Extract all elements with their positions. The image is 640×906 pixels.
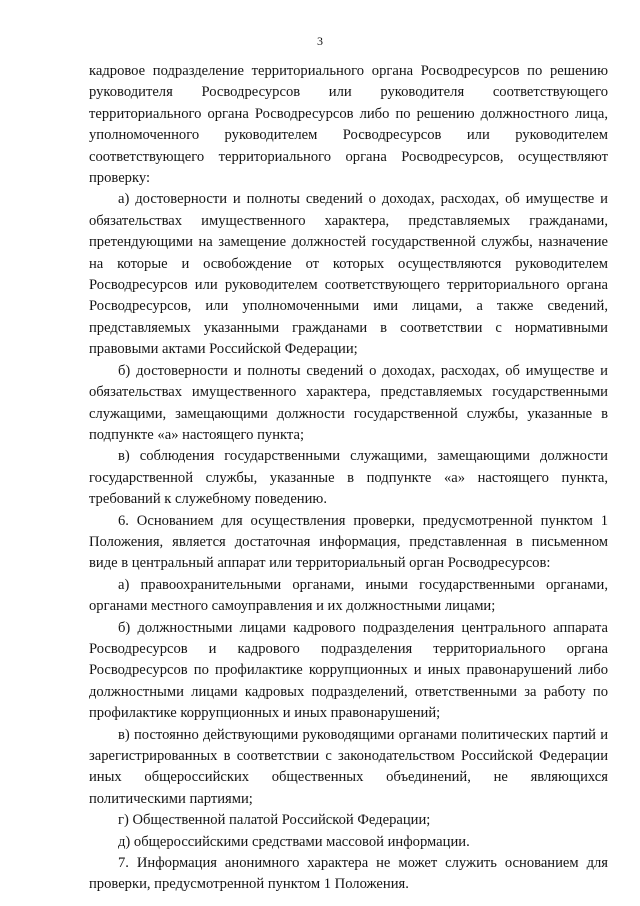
document-body: [89, 61, 608, 896]
paragraph-subitem-a: а) достоверности и полноты сведений о доходах, расходах, об имуществе и обязательствах имущественного характера, представляемых гражданами, претендующими на замещение должностей государственной службы, назначение на которые и освобождение от которых осуществляются руководителем Росводресурсов или руководителем соответствующего территориального органа Росводресурсов, или уполномоченными ими лицами, а также сведений, представляемых указанными гражданами в соответствии с нормативными правовыми актами Российской Федерации;: [89, 191, 608, 358]
paragraph-continuation: кадровое подразделение территориального органа Росводресурсов по решению руководителя Росводресурсов или руководителя соответствующего территориального органа Росводресурсов либо по решению должностного лица, уполномоченного руководителем Росводресурсов или руководителем соответствующего территориального органа Росводресурсов, осуществляют проверку:: [89, 63, 608, 187]
paragraph-item-7: 7. Информация анонимного характера не может служить основанием для проверки, предусмотренной пунктом 1 Положения.: [89, 855, 608, 893]
paragraph-item-6-g: г) Общественной палатой Российской Федерации;: [118, 812, 431, 829]
page-number: 3: [317, 34, 323, 48]
paragraph-item-6: 6. Основанием для осуществления проверки, предусмотренной пунктом 1 Положения, является достаточная информация, представленная в письменном виде в центральный аппарат или территориальный орган Росводресурсов:: [89, 512, 608, 572]
paragraph-item-6-d: д) общероссийскими средствами массовой информации.: [118, 833, 470, 850]
paragraph-subitem-v: в) соблюдения государственными служащими, замещающими должности государственной службы, указанные в подпункте «а» настоящего пункта, требований к служебному поведению.: [89, 448, 608, 508]
paragraph-item-6-v: в) постоянно действующими руководящими органами политических партий и зарегистрированных в соответствии с законодательством Российской Федерации иных общероссийских общественных объединений, не являющихся политическими партиями;: [89, 726, 608, 807]
paragraph-item-6-b: б) должностными лицами кадрового подразделения центрального аппарата Росводресурсов и кадрового подразделения территориального органа Росводресурсов по профилактике коррупционных и иных правонарушений либо должностными лицами кадровых подразделений, ответственными за работу по профилактике коррупционных и иных правонарушений;: [89, 619, 608, 722]
paragraph-item-6-a: а) правоохранительными органами, иными государственными органами, органами местного самоуправления и их должностными лицами;: [89, 576, 608, 615]
paragraph-subitem-b: б) достоверности и полноты сведений о доходах, расходах, об имуществе и обязательствах имущественного характера, представляемых государственными служащими, замещающими должности государственной службы, указанные в подпункте «а» настоящего пункта;: [89, 362, 608, 443]
